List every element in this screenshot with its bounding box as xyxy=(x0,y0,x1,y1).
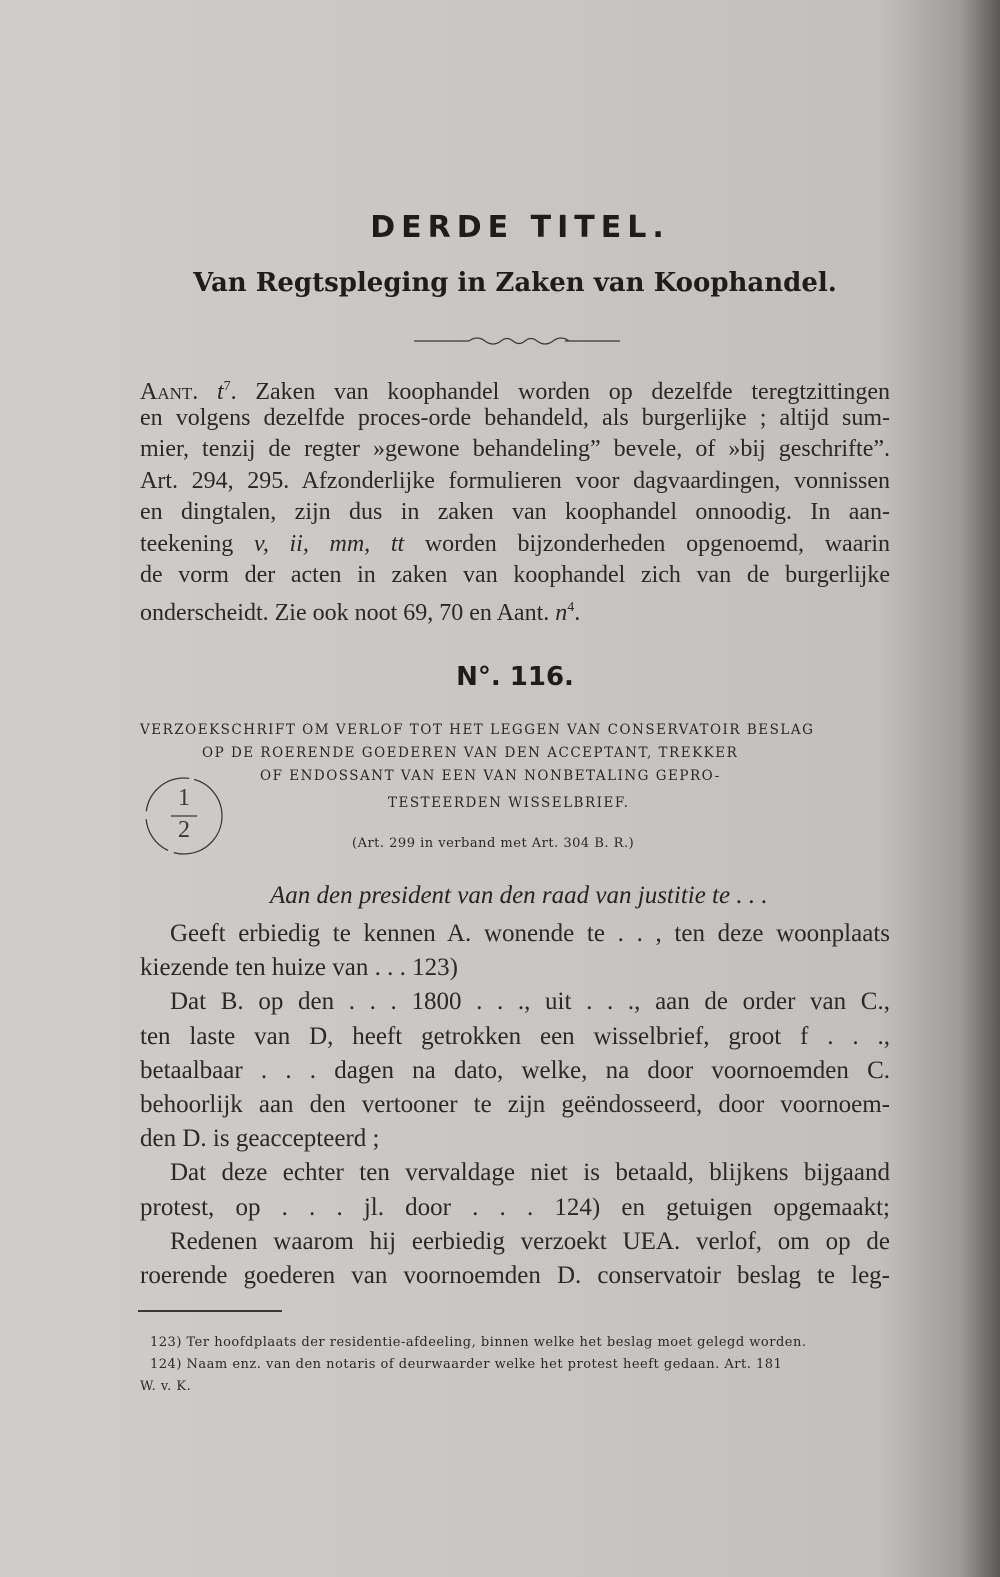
letter-address: Aan den president van den raad van justitie te . . . xyxy=(270,882,768,909)
article-reference: (Art. 299 in verband met Art. 304 B. R.) xyxy=(352,836,635,851)
annotation-text: . xyxy=(574,599,581,626)
annotation-text: teekening xyxy=(140,530,254,557)
annotation-line: mier, tenzij de regter »gewone behandeling” bevele, of »bij geschrifte”. xyxy=(140,436,890,462)
footnote: 124) Naam enz. van den notaris of deurwaarder welke het protest heeft gedaan. Art. 181 xyxy=(150,1357,783,1372)
annotation-paragraph xyxy=(140,371,891,626)
letter-line: behoorlijk aan den vertooner te zijn geëndosseerd, door voornoem- xyxy=(140,1090,890,1118)
letter-line: den D. is geaccepteerd ; xyxy=(140,1125,380,1153)
annotation-ref-sup: 4 xyxy=(567,599,575,615)
annotation-ref: n xyxy=(555,599,568,626)
annotation-ref: t xyxy=(216,379,224,405)
annotation-line: Art. 294, 295. Afzonderlijke formulieren voor dagvaardingen, vonnissen xyxy=(140,467,890,494)
annotation-line: en dingtalen, zijn dus in zaken van koophandel onnoodig. In aan- xyxy=(140,499,890,525)
letter-line: Dat B. op den . . . 1800 . . ., uit . . ., aan de order van C., xyxy=(170,988,890,1016)
annotation-line: en volgens dezelfde proces-orde behandeld, als burgerlijke ; altijd sum- xyxy=(140,404,890,431)
annotation-line xyxy=(140,529,890,561)
letter-line: Dat deze echter ten vervaldage niet is betaald, blijkens bijgaand xyxy=(170,1159,890,1187)
section-number: N°. 116. xyxy=(456,662,574,692)
footnote: 123) Ter hoofdplaats der residentie-afdeeling, binnen welke het beslag moet gelegd worden. xyxy=(150,1335,807,1350)
annotation-text: worden bijzonderheden opgenoemd, waarin xyxy=(404,530,891,557)
annotation-label: Aant. xyxy=(140,379,199,405)
annotation-line: de vorm der acten in zaken van koophandel zich van de burgerlijke xyxy=(140,562,890,588)
footnotes xyxy=(140,1332,880,1398)
footnote-rule xyxy=(138,1310,282,1312)
footnote: W. v. K. xyxy=(140,1379,192,1394)
letter-line: kiezende ten huize van . . . 123) xyxy=(140,954,458,982)
section-heading-line: OP DE ROERENDE GOEDEREN VAN DEN ACCEPTANT, TREKKER xyxy=(202,745,739,761)
letter-line: ten laste van D, heeft getrokken een wisselbrief, groot f . . ., xyxy=(140,1022,890,1050)
annotation-italic-refs: v, ii, mm, tt xyxy=(253,530,405,557)
letter-body xyxy=(140,917,890,1293)
chapter-title: DERDE TITEL. xyxy=(370,210,670,245)
fraction-stamp xyxy=(143,775,225,857)
letter-line: roerende goederen van voornoemden D. conservatoir beslag te leg- xyxy=(140,1261,890,1289)
annotation-line xyxy=(140,592,890,624)
letter-line: Geeft erbiedig te kennen A. wonende te . . , ten deze woonplaats xyxy=(170,920,890,947)
letter-line: Redenen waarom hij eerbiedig verzoekt UEA. verlof, om op de xyxy=(170,1227,890,1255)
section-heading-line: VERZOEKSCHRIFT OM VERLOF TOT HET LEGGEN VAN CONSERVATOIR BESLAG xyxy=(140,722,815,738)
ornament-divider xyxy=(414,331,620,351)
chapter-subtitle: Van Regtspleging in Zaken van Koophandel. xyxy=(193,268,837,298)
annotation-line-text: . Zaken van koophandel worden op dezelfde teregtzittingen xyxy=(230,379,890,405)
letter-line: betaalbaar . . . dagen na dato, welke, na door voornoemden C. xyxy=(140,1056,890,1084)
stamp-denominator: 2 xyxy=(178,817,190,843)
annotation-text: onderscheidt. Zie ook noot 69, 70 en Aant. xyxy=(140,599,556,626)
annotation-ref-sup: 7 xyxy=(223,379,231,394)
section-heading-line: TESTEERDEN WISSELBRIEF. xyxy=(388,795,630,811)
section-heading-line: OF ENDOSSANT VAN EEN VAN NONBETALING GEPRO- xyxy=(260,768,721,784)
letter-line: protest, op . . . jl. door . . . 124) en getuigen opgemaakt; xyxy=(140,1193,890,1221)
annotation-line xyxy=(140,371,890,403)
stamp-numerator: 1 xyxy=(178,785,190,811)
